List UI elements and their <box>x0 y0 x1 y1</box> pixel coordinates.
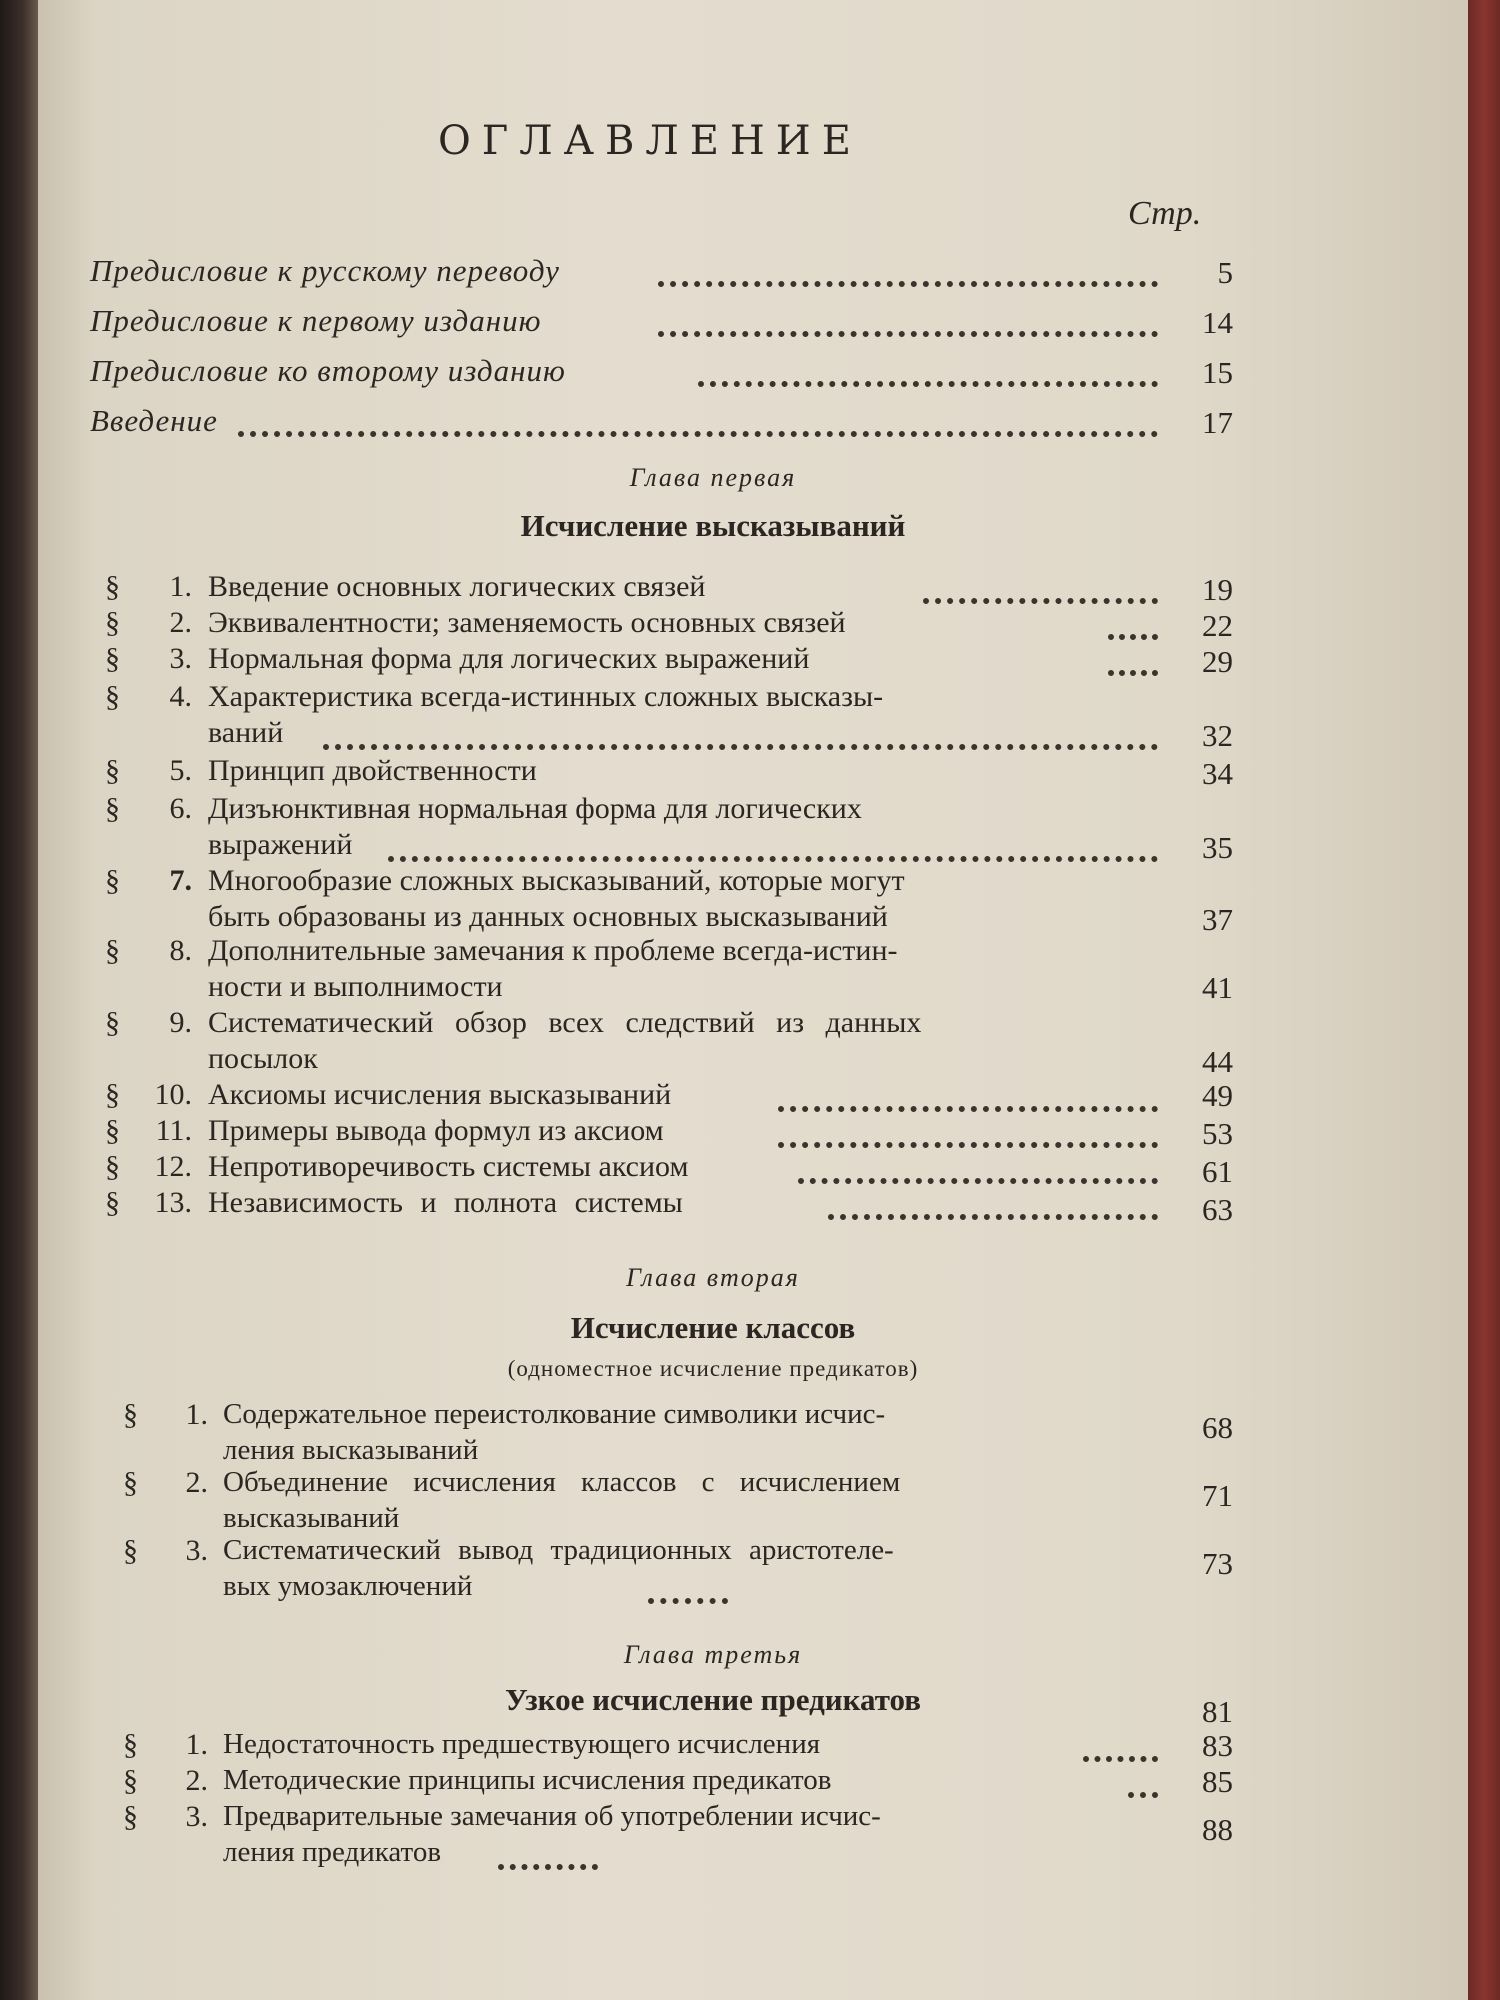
leader-dots <box>778 1106 1158 1112</box>
section-number: 10. <box>154 1078 192 1111</box>
section-title: Примеры вывода формул из аксиом <box>208 1114 664 1147</box>
toc-entry-label: Предисловие ко второму изданию <box>90 353 566 388</box>
section-number: 3. <box>185 1800 208 1833</box>
toc-page-number: 88 <box>1202 1812 1233 1847</box>
section-title: Дополнительные замечания к проблеме всегда-истин- <box>208 934 898 967</box>
section-title-continued: вых умозаключений <box>223 1570 473 1602</box>
section-title: Независимость и полнота системы <box>208 1186 683 1219</box>
section-symbol: § <box>123 1800 138 1833</box>
section-number: 6. <box>169 792 192 825</box>
section-title-continued: ности и выполнимости <box>208 970 503 1003</box>
section-title: Принцип двойственности <box>208 754 537 787</box>
section-symbol: § <box>105 1006 120 1039</box>
toc-page-number: 68 <box>1202 1410 1233 1445</box>
toc-page-number: 14 <box>1202 305 1233 340</box>
section-number: 1. <box>185 1398 208 1431</box>
section-symbol: § <box>123 1466 138 1499</box>
section-symbol: § <box>123 1728 138 1761</box>
toc-page-number: 37 <box>1202 902 1233 937</box>
section-symbol: § <box>105 680 120 713</box>
section-number: 2. <box>169 606 192 639</box>
toc-page-number: 15 <box>1202 355 1233 390</box>
section-symbol: § <box>105 642 120 675</box>
leader-dots <box>648 1598 728 1604</box>
section-symbol: § <box>105 1078 120 1111</box>
page-title: ОГЛАВЛЕНИЕ <box>438 118 862 164</box>
section-title: Содержательное переистолкование символики исчис- <box>223 1398 886 1430</box>
section-number: 11. <box>155 1114 192 1147</box>
section-title: Предварительные замечания об употреблении исчис- <box>223 1800 881 1832</box>
section-number: 1. <box>169 570 192 603</box>
toc-page-number: 49 <box>1202 1078 1233 1113</box>
section-number: 1. <box>185 1728 208 1761</box>
section-title: Аксиомы исчисления высказываний <box>208 1078 672 1111</box>
section-title: Систематический обзор всех следствий из данных <box>208 1006 922 1039</box>
toc-page-number: 71 <box>1202 1478 1233 1513</box>
section-number: 3. <box>185 1534 208 1567</box>
section-title-continued: ления высказываний <box>223 1434 479 1466</box>
section-symbol: § <box>123 1398 138 1431</box>
book-spine-shadow <box>0 0 38 2000</box>
section-title-continued: посылок <box>208 1042 318 1075</box>
section-symbol: § <box>123 1764 138 1797</box>
toc-entry-label: Предисловие к первому изданию <box>90 303 542 338</box>
leader-dots <box>1108 634 1158 640</box>
toc-page-number: 61 <box>1202 1154 1233 1189</box>
chapter-kicker: Глава вторая <box>626 1263 800 1292</box>
toc-page-number: 63 <box>1202 1192 1233 1227</box>
section-symbol: § <box>105 934 120 967</box>
toc-page-number: 35 <box>1202 830 1233 865</box>
section-number: 8. <box>169 934 192 967</box>
toc-page-number: 83 <box>1202 1728 1233 1763</box>
section-title: Введение основных логических связей <box>208 570 706 603</box>
section-title-continued: быть образованы из данных основных высказываний <box>208 900 888 933</box>
toc-page-number: 44 <box>1202 1044 1233 1079</box>
leader-dots <box>323 744 1158 750</box>
section-number: 2. <box>185 1764 208 1797</box>
section-number: 4. <box>169 680 192 713</box>
section-symbol: § <box>105 1186 120 1219</box>
leader-dots <box>923 598 1158 604</box>
toc-page-number: 19 <box>1202 572 1233 607</box>
toc-page-number: 22 <box>1202 608 1233 643</box>
section-title: Эквивалентности; заменяемость основных связей <box>208 606 846 639</box>
toc-page-number: 73 <box>1202 1546 1233 1581</box>
toc-page-number: 32 <box>1202 718 1233 753</box>
section-title: Нормальная форма для логических выражений <box>208 642 810 675</box>
section-title: Многообразие сложных высказываний, которые могут <box>208 864 905 897</box>
section-number: 7. <box>169 864 192 897</box>
toc-entry-label: Предисловие к русскому переводу <box>90 253 560 288</box>
page-column-label: Стр. <box>1128 195 1202 232</box>
chapter-title: Исчисление классов <box>570 1310 856 1345</box>
leader-dots <box>388 856 1158 862</box>
toc-page-number: 5 <box>1217 255 1233 290</box>
chapter-title: Исчисление высказываний <box>520 508 906 543</box>
toc-page-number: 53 <box>1202 1116 1233 1151</box>
section-number: 2. <box>185 1466 208 1499</box>
leader-dots <box>1083 1756 1158 1762</box>
leader-dots <box>658 331 1158 337</box>
section-title: Дизъюнктивная нормальная форма для логических <box>208 792 862 825</box>
section-symbol: § <box>123 1534 138 1567</box>
section-symbol: § <box>105 754 120 787</box>
leader-dots <box>828 1214 1158 1220</box>
section-symbol: § <box>105 570 120 603</box>
section-title-continued: ваний <box>208 716 284 749</box>
section-symbol: § <box>105 792 120 825</box>
section-title: Характеристика всегда-истинных сложных высказы- <box>208 680 884 713</box>
toc-page-number: 85 <box>1202 1764 1233 1799</box>
leader-dots <box>238 431 1158 437</box>
section-title: Объединение исчисления классов с исчислением <box>223 1466 901 1498</box>
section-symbol: § <box>105 1150 120 1183</box>
chapter-kicker: Глава первая <box>629 463 797 492</box>
section-number: 9. <box>169 1006 192 1039</box>
chapter-kicker: Глава третья <box>623 1640 803 1669</box>
section-title: Систематический вывод традиционных аристотеле- <box>223 1534 894 1566</box>
toc-page-number: 41 <box>1202 970 1233 1005</box>
section-number: 12. <box>154 1150 192 1183</box>
section-title-continued: высказываний <box>223 1502 400 1534</box>
section-number: 3. <box>169 642 192 675</box>
section-title: Непротиворечивость системы аксиом <box>208 1150 689 1183</box>
leader-dots <box>778 1142 1158 1148</box>
section-number: 5. <box>169 754 192 787</box>
leader-dots <box>658 281 1158 287</box>
toc-page-number: 81 <box>1202 1694 1233 1729</box>
section-title: Недостаточность предшествующего исчисления <box>223 1728 821 1760</box>
section-title: Методические принципы исчисления предикатов <box>223 1764 832 1796</box>
leader-dots <box>498 1864 598 1870</box>
section-title-continued: выражений <box>208 828 353 861</box>
book-page <box>38 0 1468 2000</box>
section-symbol: § <box>105 606 120 639</box>
chapter-title: Узкое исчисление предикатов <box>505 1682 921 1717</box>
toc-page-number: 34 <box>1202 756 1233 791</box>
book-cover-edge <box>1468 0 1500 2000</box>
section-number: 13. <box>154 1186 192 1219</box>
section-symbol: § <box>105 864 120 897</box>
leader-dots <box>698 381 1158 387</box>
toc-entry-label: Введение <box>90 403 218 438</box>
leader-dots <box>1108 670 1158 676</box>
chapter-subtitle: (одноместное исчисление предикатов) <box>507 1356 919 1381</box>
section-title-continued: ления предикатов <box>223 1836 442 1868</box>
toc-page-number: 29 <box>1202 644 1233 679</box>
toc-page-number: 17 <box>1202 405 1233 440</box>
leader-dots <box>798 1178 1158 1184</box>
section-symbol: § <box>105 1114 120 1147</box>
